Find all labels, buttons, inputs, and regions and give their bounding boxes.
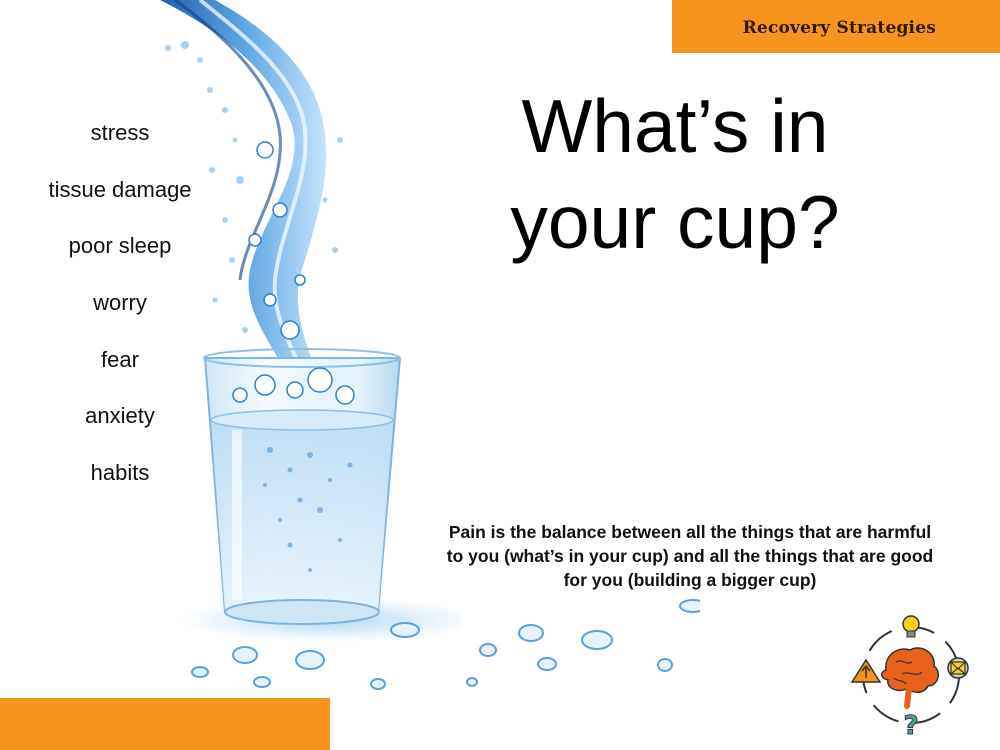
slide-caption: Pain is the balance between all the things that are harmful to you (what’s in your cup) and all the things that are good for you (building a bigger cup) xyxy=(446,522,934,590)
question-mark-icon: ? xyxy=(903,711,919,740)
factor-item: tissue damage xyxy=(48,176,192,202)
factor-item: worry xyxy=(93,290,147,316)
floor-droplets xyxy=(440,590,700,700)
brain-icon xyxy=(882,648,939,706)
factor-item: stress xyxy=(90,120,150,145)
slide-title: What’s in your cup? xyxy=(510,84,840,264)
factor-list xyxy=(20,110,220,507)
section-tag xyxy=(672,0,1000,53)
lightbulb-icon xyxy=(903,616,919,637)
factor-item: habits xyxy=(90,460,150,486)
triangle-arrow-icon xyxy=(852,660,880,682)
brain-cycle-logo xyxy=(846,610,976,740)
envelope-icon xyxy=(948,658,968,678)
section-tag-label: Recovery Strategies xyxy=(742,18,936,38)
bottom-accent-bar xyxy=(0,698,330,750)
factor-item: poor sleep xyxy=(68,233,172,259)
factor-item: anxiety xyxy=(85,403,155,429)
factor-item: fear xyxy=(101,346,139,372)
